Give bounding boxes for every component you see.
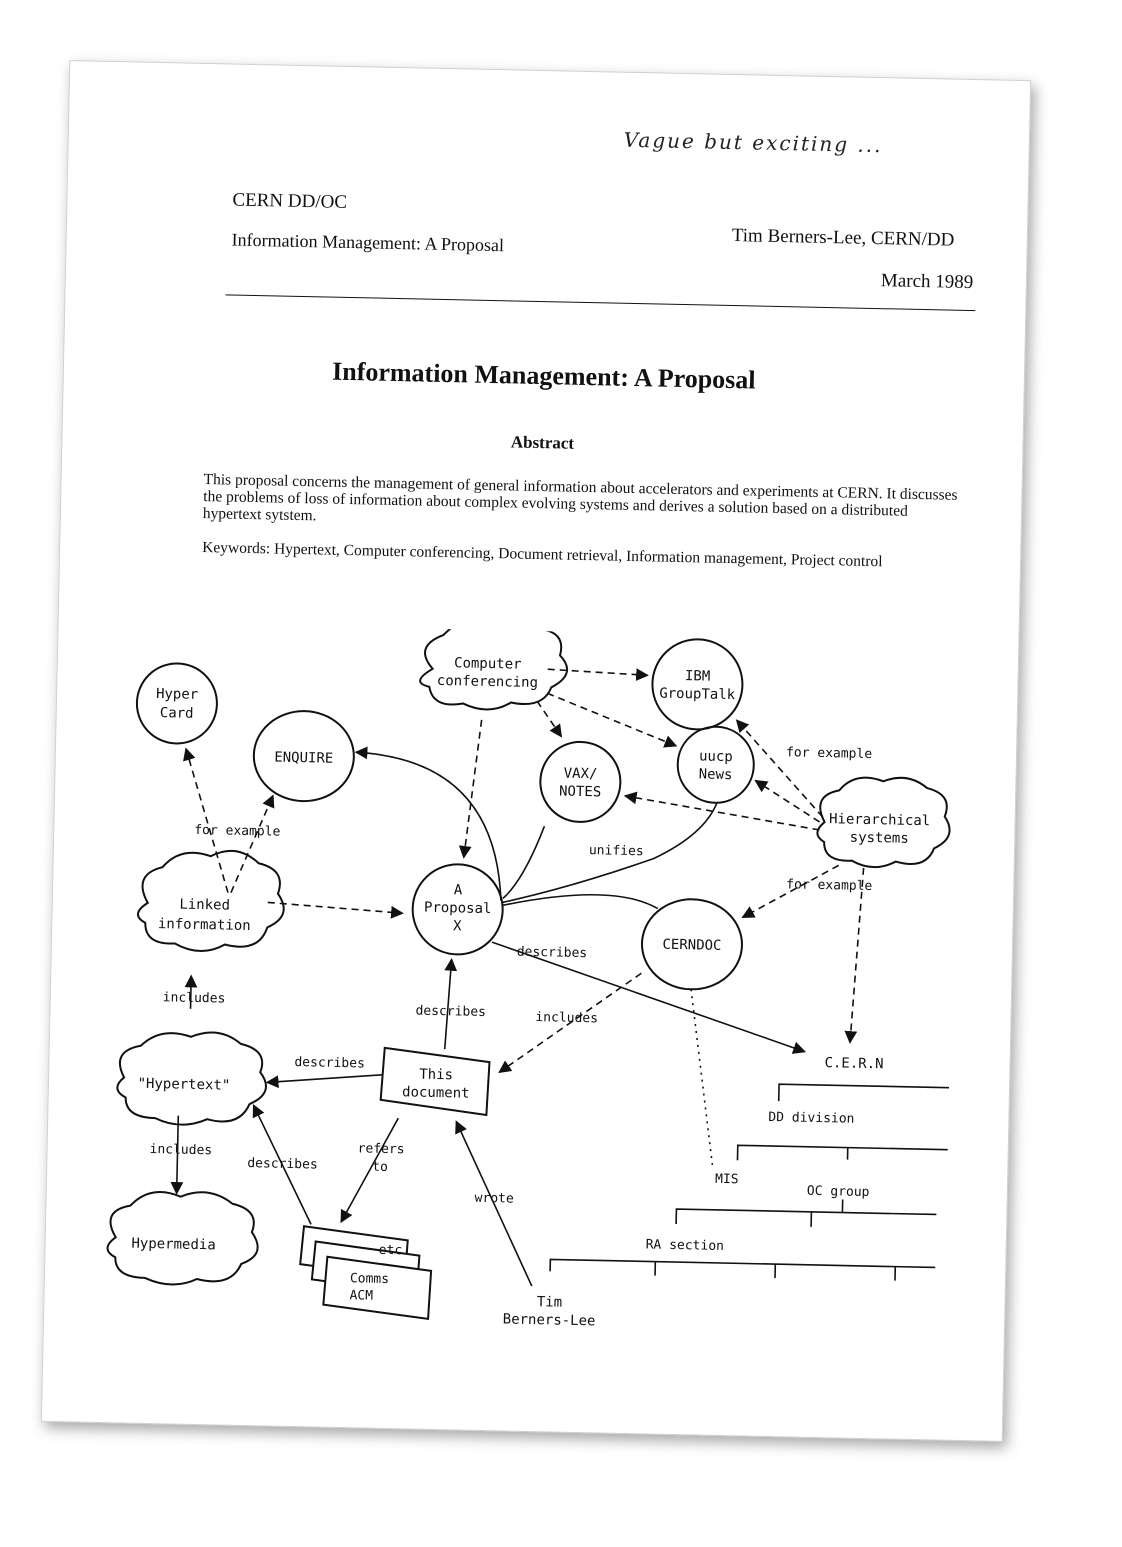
- label-to: to: [372, 1159, 389, 1175]
- uucp-label-1: uucp: [698, 748, 733, 766]
- oc-group-label: OC group: [806, 1183, 870, 1201]
- edge-thisdoc-stack: [341, 1117, 398, 1223]
- edge-hier-cern: [850, 868, 864, 1043]
- node-hierarchical-systems: [817, 776, 951, 869]
- thisdoc-label-1: This: [419, 1066, 454, 1084]
- node-vax-notes: [540, 741, 622, 823]
- page-title: Information Management: A Proposal: [331, 356, 756, 395]
- label-for-example-ibm: for example: [785, 745, 873, 763]
- edge-conf-uucp: [546, 693, 677, 746]
- ibm-label-1: IBM: [684, 668, 711, 685]
- node-cerndoc: [641, 898, 743, 990]
- cern-hierarchy: [550, 1049, 950, 1281]
- handwritten-annotation: Vague but exciting ...: [623, 127, 883, 158]
- label-includes-hypermedia: includes: [149, 1141, 213, 1159]
- conf-label-1: Computer: [453, 655, 522, 673]
- node-linked-information: [137, 849, 285, 953]
- node-a-proposal-x: [412, 863, 504, 955]
- node-ibm-grouptalk: [651, 638, 743, 730]
- edge-hier-ibm: [735, 720, 825, 817]
- linked-label-1: Linked: [179, 896, 231, 914]
- abstract-text: This proposal concerns the management of general information about accelerators and experiments at CERN. It discusses the problems of loss of information about complex evolving systems and derives a solution based on a distributed hypertext sytstem.: [202, 470, 958, 525]
- edge-hier-uucp: [755, 781, 821, 822]
- edge-conf-vax: [536, 701, 562, 737]
- hier-label-1: Hierarchical: [828, 811, 931, 830]
- abstract-heading: Abstract: [510, 432, 575, 453]
- keywords-text: Keywords: Hypertext, Computer conferencing, Document retrieval, Information management, Project control: [202, 538, 883, 571]
- node-hypercard: [136, 663, 218, 745]
- ibm-label-2: GroupTalk: [659, 685, 736, 704]
- label-describes-stack: describes: [247, 1156, 318, 1173]
- hier-label-2: systems: [849, 829, 909, 847]
- enquire-label: ENQUIRE: [274, 749, 334, 767]
- edge-thisdoc-hypertext: [267, 1072, 382, 1084]
- node-this-document: [380, 1048, 489, 1115]
- conf-label-2: conferencing: [436, 672, 539, 692]
- edge-conf-proposal: [464, 720, 482, 858]
- label-for-example-cerndoc: for example: [786, 877, 873, 895]
- proposal-label-3: X: [452, 918, 462, 935]
- cern-label: C.E.R.N: [824, 1055, 884, 1073]
- header-doc-title: Information Management: A Proposal: [231, 229, 505, 256]
- label-refers: refers: [357, 1141, 405, 1158]
- edge-linked-hypercard: [183, 749, 231, 893]
- mis-label: MIS: [714, 1171, 739, 1188]
- label-includes-linked: includes: [162, 990, 226, 1007]
- edge-proposal-vax: [503, 825, 545, 899]
- document-page: [41, 60, 1031, 1442]
- label-includes-cerndoc: includes: [535, 1010, 599, 1027]
- header-org: CERN DD/OC: [232, 189, 348, 213]
- linked-label-2: information: [157, 916, 251, 935]
- label-describes-hypertext: describes: [294, 1055, 366, 1072]
- stack-label-2: ACM: [349, 1288, 374, 1304]
- vax-label-2: NOTES: [558, 783, 602, 801]
- edge-proposal-cerndoc: [503, 893, 658, 909]
- vax-label-1: VAX/: [563, 765, 598, 783]
- label-for-example-left: for example: [194, 822, 281, 840]
- tim-label-2: Berners-Lee: [502, 1311, 596, 1330]
- stack-etc-label: etc: [378, 1242, 403, 1259]
- dd-division-label: DD division: [768, 1109, 855, 1127]
- hypercard-label-1: Hyper: [155, 686, 199, 703]
- label-describes-cern: describes: [516, 944, 588, 962]
- node-enquire: [253, 710, 355, 802]
- edge-proposal-enquire: [353, 752, 504, 900]
- ra-section-label: RA section: [645, 1237, 725, 1255]
- hypermedia-label: Hypermedia: [131, 1235, 216, 1254]
- stack-label-1: Comms: [349, 1271, 390, 1288]
- hypertext-label: "Hypertext": [137, 1075, 231, 1094]
- proposal-label-1: A: [453, 882, 463, 899]
- header-rule: [225, 294, 975, 311]
- cerndoc-label: CERNDOC: [662, 936, 722, 954]
- edge-linked-enquire: [231, 795, 273, 894]
- node-hypermedia: [107, 1190, 259, 1286]
- uucp-label-2: News: [698, 766, 733, 784]
- edge-hier-vax: [624, 796, 820, 830]
- tim-label-1: Tim: [536, 1294, 563, 1311]
- label-describes-proposal: describes: [415, 1003, 487, 1021]
- node-uucp-news: [677, 726, 755, 804]
- node-document-stack: [299, 1226, 432, 1319]
- header-date: March 1989: [880, 270, 974, 294]
- header-author: Tim Berners-Lee, CERN/DD: [731, 224, 955, 251]
- hypertext-diagram: [43, 621, 1019, 1401]
- edge-linked-proposal: [268, 902, 403, 913]
- edge-conf-ibm: [548, 669, 648, 675]
- node-computer-conferencing: [420, 621, 569, 711]
- proposal-label-2: Proposal: [423, 899, 492, 918]
- thisdoc-label-2: document: [401, 1084, 470, 1102]
- node-hypertext: [117, 1031, 268, 1127]
- label-wrote: wrote: [474, 1190, 514, 1207]
- hypercard-label-2: Card: [159, 705, 194, 722]
- label-unifies: unifies: [588, 843, 644, 860]
